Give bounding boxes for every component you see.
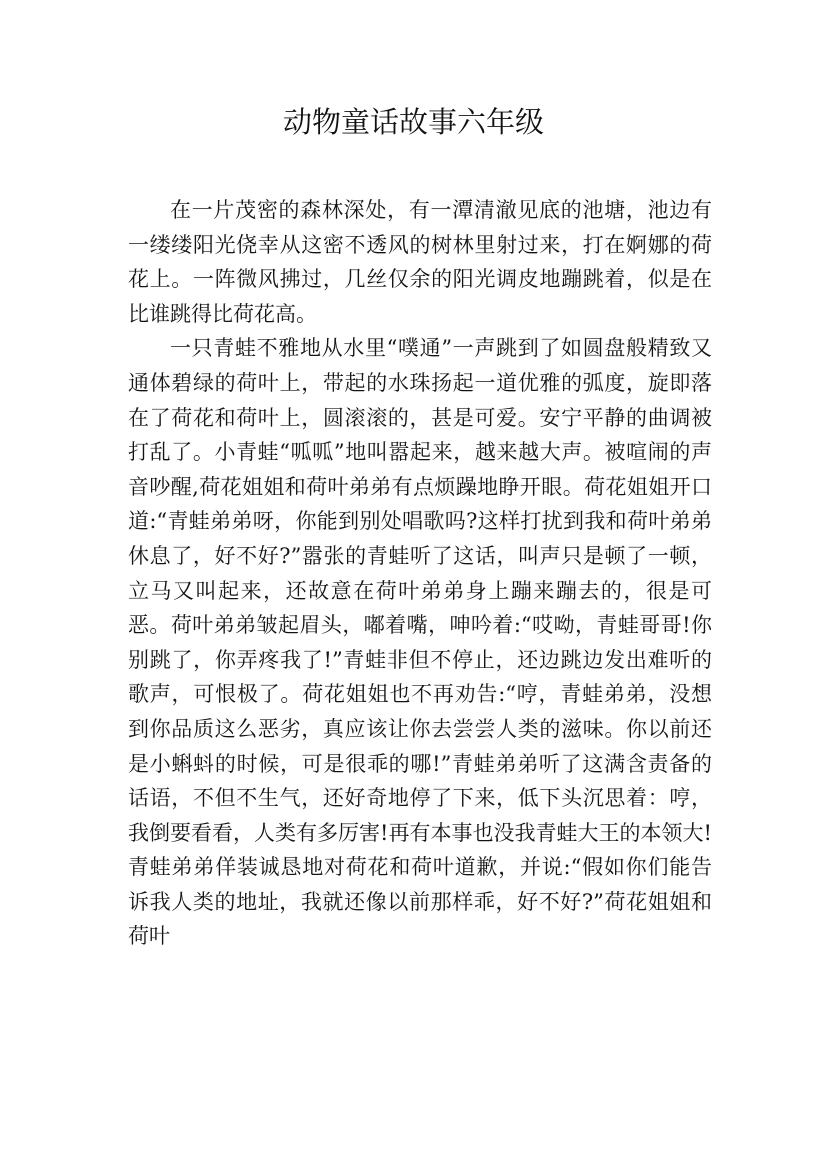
paragraph-2: 一只青蛙不雅地从水里“噗通”一声跳到了如圆盘般精致又通体碧绿的荷叶上，带起的水珠扬起一道优雅的弧度，旋即落在了荷花和荷叶上，圆滚滚的，甚是可爱。安宁平静的曲调被打乱了。小青蛙“呱呱”地叫嚣起来，越来越大声。被喧闹的声音吵醒,荷花姐姐和荷叶弟弟有点烦躁地睁开眼。荷花姐姐开口道:“青蛙弟弟呀，你能到别处唱歌吗?这样打扰到我和荷叶弟弟休息了，好不好?”嚣张的青蛙听了这话，叫声只是顿了一顿，立马又叫起来，还故意在荷叶弟弟身上蹦来蹦去的，很是可恶。荷叶弟弟皱起眉头，嘟着嘴，呻吟着:“哎呦，青蛙哥哥!你别跳了，你弄疼我了!”青蛙非但不停止，还边跳边发出难听的歌声，可恨极了。荷花姐姐也不再劝告:“哼，青蛙弟弟，没想到你品质这么恶劣，真应该让你去尝尝人类的滋味。你以前还是小蝌蚪的时候，可是很乖的哪!”青蛙弟弟听了这满含责备的话语，不但不生气，还好奇地停了下来，低下头沉思着：哼，我倒要看看，人类有多厉害!再有本事也没我青蛙大王的本领大!青蛙弟弟佯装诚恳地对荷花和荷叶道歉，并说:“假如你们能告诉我人类的地址，我就还像以前那样乖，好不好?”荷花姐姐和荷叶 [128,336,712,949]
paragraph-1: 在一片茂密的森林深处，有一潭清澈见底的池塘，池边有一缕缕阳光侥幸从这密不透风的树林里射过来，打在婀娜的荷花上。一阵微风拂过，几丝仅余的阳光调皮地蹦跳着，似是在比谁跳得比荷花高。 [128,198,712,326]
document-body [128,193,712,954]
document-title: 动物童话故事六年级 [282,105,544,139]
